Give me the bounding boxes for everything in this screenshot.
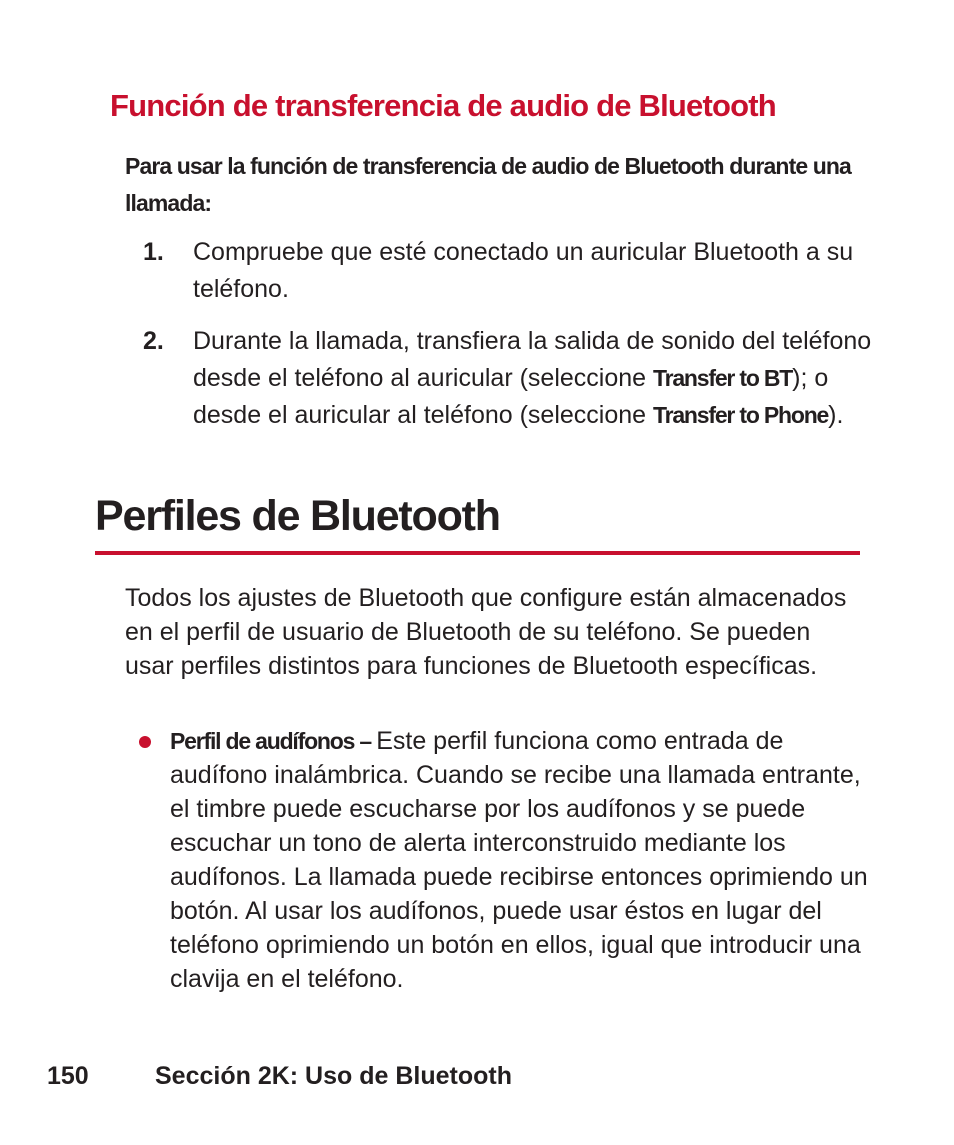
section-paragraph: Todos los ajustes de Bluetooth que configure están almacenados en el perfil de usuario de Bluetooth de su teléfono. Se pueden usar perfiles distintos para funciones de Bluetooth específicas. — [125, 584, 847, 680]
page-number: 150 — [47, 1062, 89, 1090]
bullet-body: Este perfil funciona como entrada de audífono inalámbrica. Cuando se recibe una llamada entrante, el timbre puede escucharse por los audífonos y se puede escuchar un tono de alerta interconstruido mediante los audífonos. La llamada puede recibirse entonces oprimiendo un botón. Al usar los audífonos, puede usar éstos en lugar del teléfono oprimiendo un botón en ellos, igual que introducir una clavija en el teléfono. — [170, 727, 868, 993]
subsection-intro: Para usar la función de transferencia de audio de Bluetooth durante una llamada: — [125, 153, 851, 216]
bullet-lead: Perfil de audífonos – — [170, 728, 377, 754]
page-footer — [47, 1062, 512, 1091]
section-title-rule — [95, 551, 860, 555]
section-title: Perfiles de Bluetooth — [95, 492, 500, 540]
bullet-item — [170, 724, 870, 996]
footer-section-label: Sección 2K: Uso de Bluetooth — [155, 1062, 512, 1090]
menu-option-transfer-to-phone: Transfer to Phone — [653, 402, 829, 428]
step-number: 2. — [143, 327, 164, 355]
step-text-part: Durante la llamada, transfiera la salida de sonido del teléfono desde el teléfono al auricular (seleccione — [193, 327, 872, 392]
step-2 — [143, 323, 873, 434]
step-text-part: ). — [828, 401, 844, 429]
menu-option-transfer-to-bt: Transfer to BT — [653, 365, 793, 391]
step-text — [193, 323, 873, 434]
step-text: Compruebe que esté conectado un auricular Bluetooth a su teléfono. — [193, 238, 854, 303]
step-1 — [143, 234, 873, 308]
step-text-part: ); o desde el auricular al teléfono (seleccione — [193, 364, 829, 429]
bullet-icon — [139, 736, 151, 748]
subsection-title: Función de transferencia de audio de Bluetooth — [110, 88, 776, 123]
step-number: 1. — [143, 238, 164, 266]
